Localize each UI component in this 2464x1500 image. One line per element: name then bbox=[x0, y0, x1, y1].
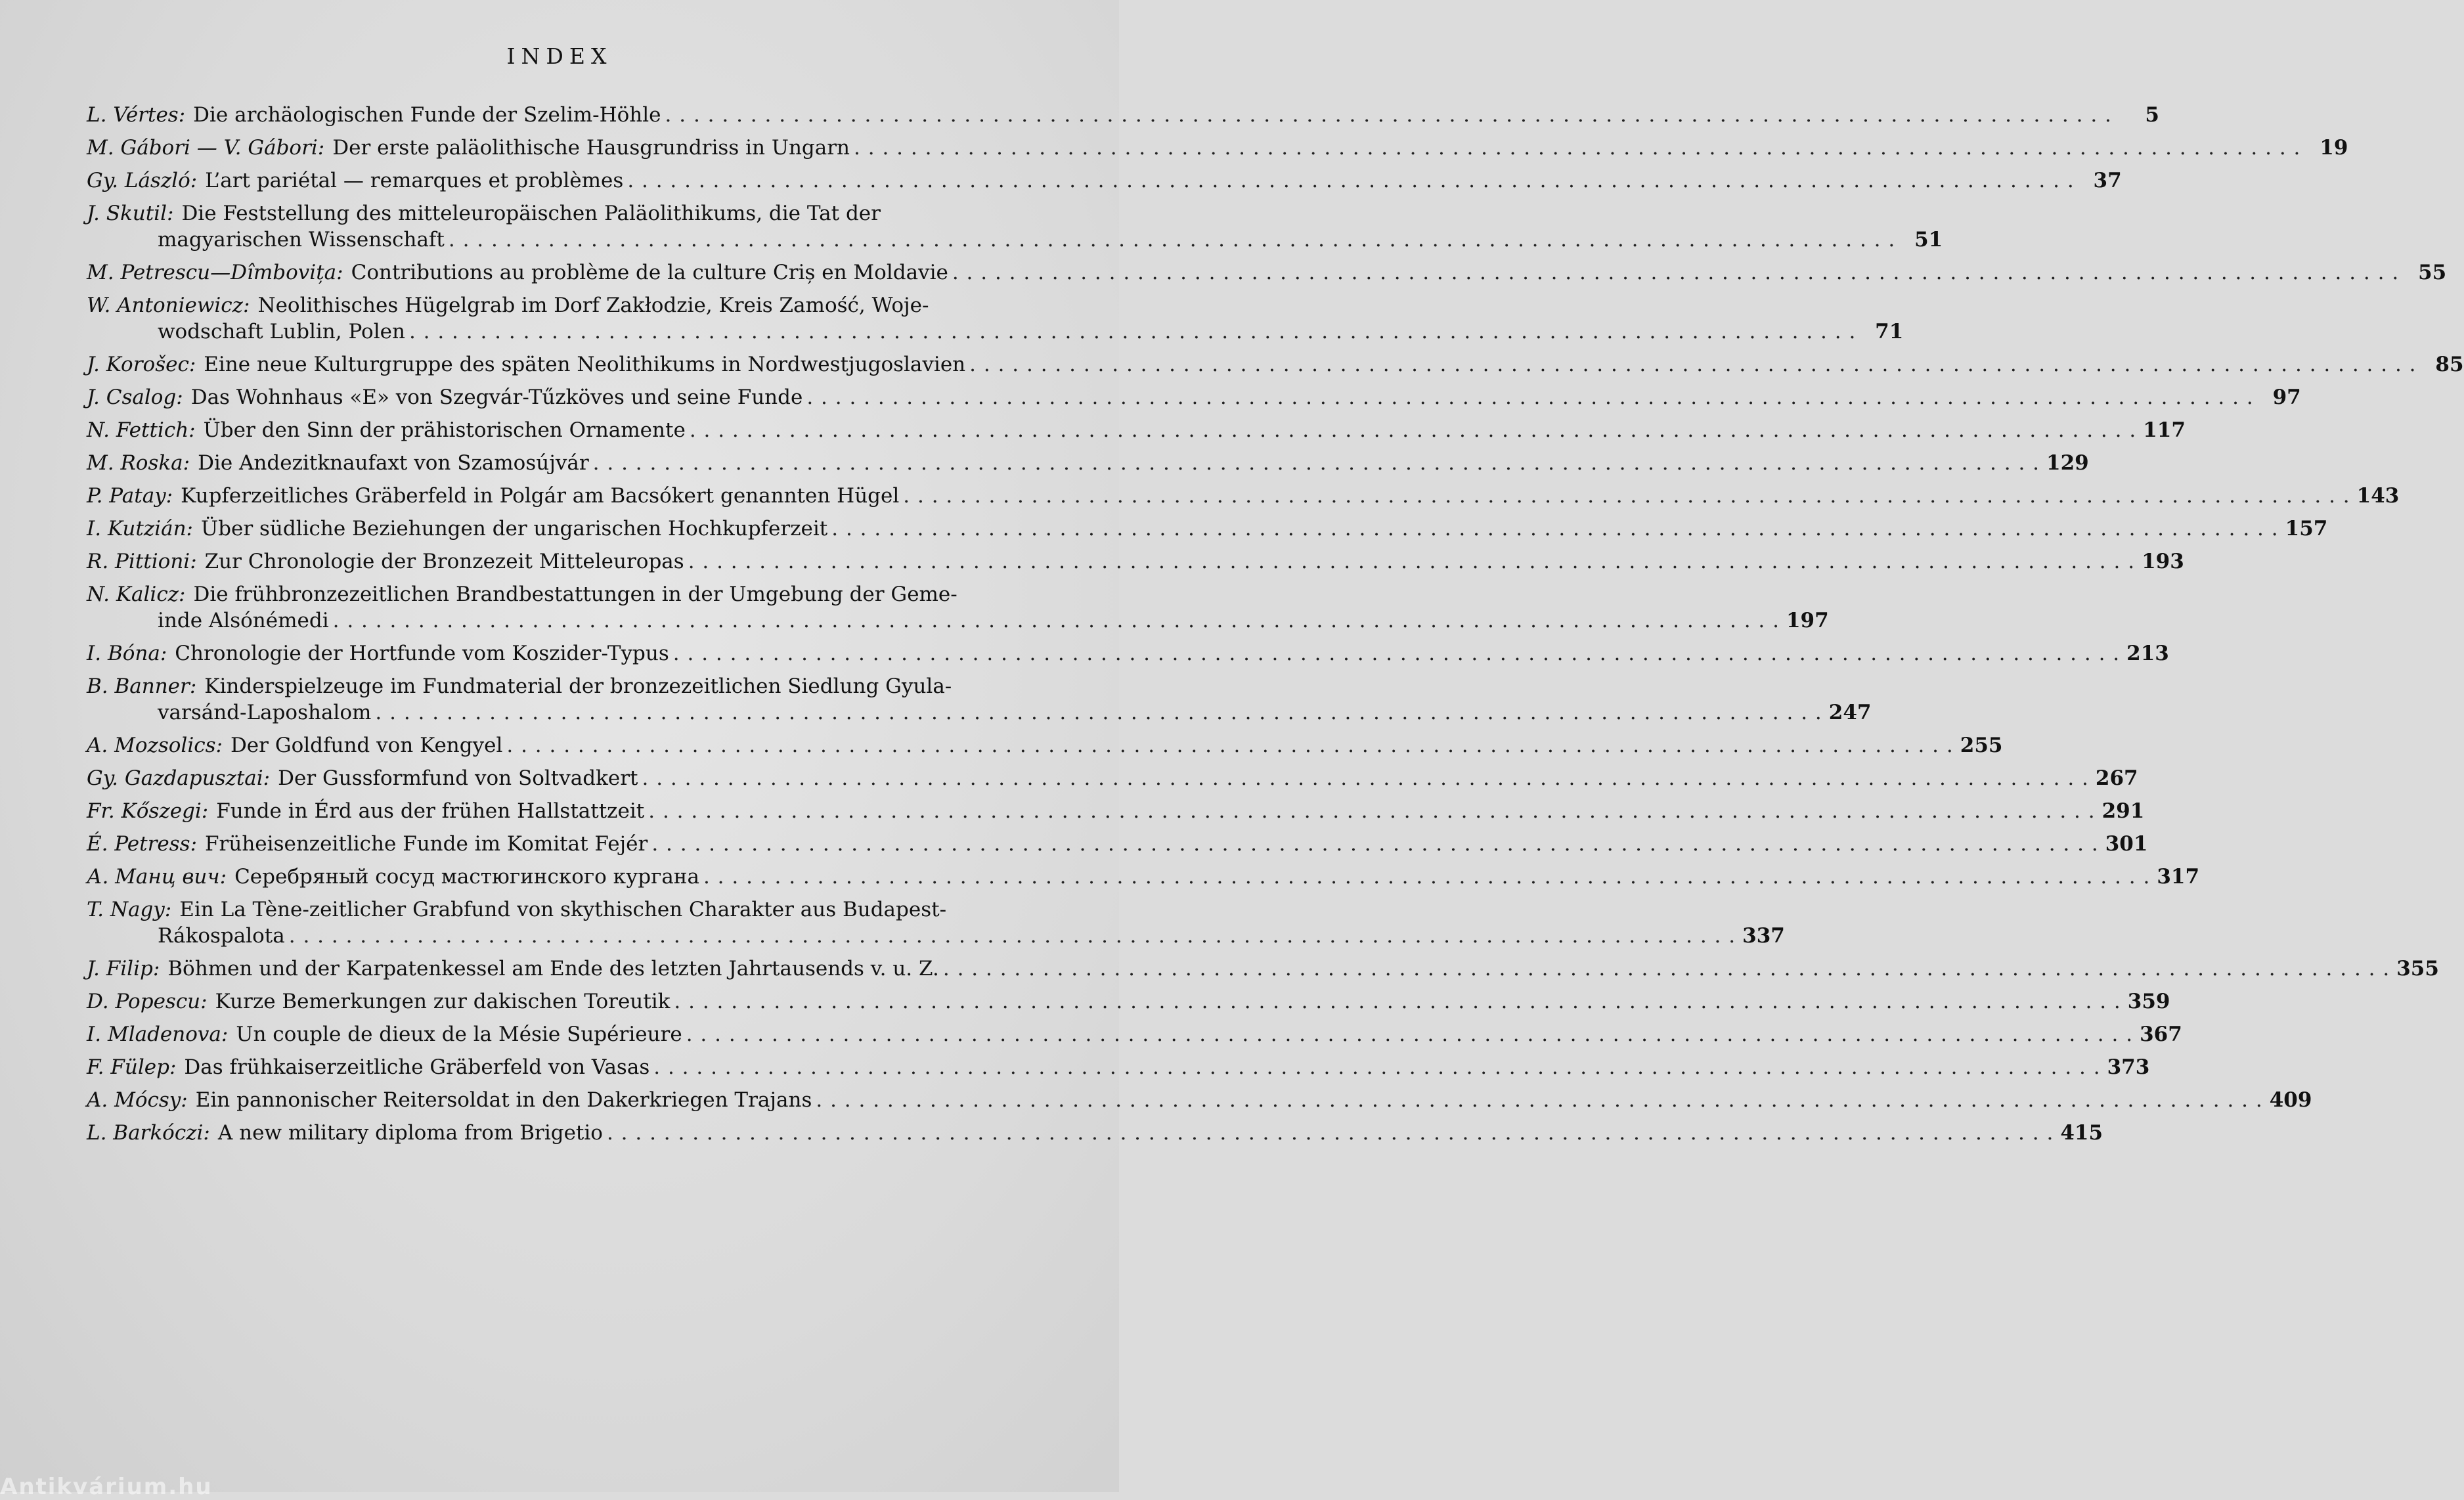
entry-page-number: 367 bbox=[2140, 1023, 2182, 1046]
entry-first-line bbox=[87, 798, 2145, 824]
entry-continuation-line bbox=[87, 227, 1943, 253]
entry-author: J. Korošec: bbox=[87, 353, 196, 376]
dot-leader bbox=[816, 1087, 2262, 1113]
dot-leader bbox=[806, 384, 2253, 410]
entry-page-number: 51 bbox=[1914, 228, 1943, 252]
index-list bbox=[87, 102, 2464, 1153]
entry-continuation-line bbox=[87, 923, 1785, 949]
entry-first-line bbox=[87, 956, 2439, 982]
dot-leader bbox=[686, 1021, 2133, 1048]
entry-page-number: 85 bbox=[2435, 353, 2464, 376]
index-entry bbox=[87, 1120, 2103, 1146]
entry-first-line bbox=[87, 1054, 2150, 1080]
entry-page-number: 213 bbox=[2126, 642, 2169, 665]
dot-leader bbox=[673, 640, 2120, 667]
entry-title: wodschaft Lublin, Polen bbox=[158, 320, 405, 343]
entry-title: Der Gussformfund von Soltvadkert bbox=[278, 766, 638, 790]
index-entry bbox=[87, 200, 1943, 253]
entry-title: Über den Sinn der prähistorischen Ornamente bbox=[203, 418, 686, 442]
index-entry bbox=[87, 988, 2170, 1015]
index-entry bbox=[87, 167, 2122, 194]
entry-page-number: 37 bbox=[2093, 169, 2122, 192]
entry-author: N. Kalicz: bbox=[87, 583, 186, 606]
dot-leader bbox=[952, 259, 2399, 286]
dot-leader bbox=[653, 1054, 2100, 1080]
entry-first-line bbox=[87, 548, 2184, 575]
dot-leader bbox=[593, 450, 2040, 476]
entry-author: M. Petrescu—Dîmbovița: bbox=[87, 261, 343, 284]
entry-first-line bbox=[87, 351, 2464, 378]
entry-author: L. Vértes: bbox=[87, 103, 186, 127]
index-entry bbox=[87, 896, 1785, 949]
entry-title: Ein pannonischer Reitersoldat in den Dakerkriegen Trajans bbox=[195, 1088, 812, 1112]
index-entry bbox=[87, 351, 2464, 378]
entry-title: Zur Chronologie der Bronzezeit Mitteleuropas bbox=[204, 550, 684, 573]
entry-author: R. Pittioni: bbox=[87, 550, 197, 573]
entry-title: Серебряный сосуд мастюгинского кургана bbox=[234, 865, 699, 889]
index-entry bbox=[87, 673, 1872, 726]
entry-title: Früheisenzeitliche Funde im Komitat Fejér bbox=[205, 832, 648, 856]
entry-title: Der Goldfund von Kengyel bbox=[230, 734, 503, 757]
dot-leader bbox=[449, 227, 1895, 253]
entry-author: I. Mladenova: bbox=[87, 1023, 229, 1046]
entry-continuation-line bbox=[87, 319, 1904, 345]
entry-title: L’art pariétal — remarques et problèmes bbox=[205, 169, 624, 192]
entry-author: É. Petress: bbox=[87, 832, 198, 856]
entry-page-number: 5 bbox=[2145, 103, 2159, 127]
entry-title: A new military diploma from Brigetio bbox=[217, 1121, 603, 1145]
entry-title: Die archäologischen Funde der Szelim-Höhle bbox=[193, 103, 661, 127]
entry-first-line bbox=[87, 732, 2003, 759]
entry-first-line bbox=[87, 135, 2348, 161]
entry-author: M. Gábori — V. Gábori: bbox=[87, 136, 325, 160]
entry-title: Über südliche Beziehungen der ungarischen Hochkupferzeit bbox=[201, 517, 828, 540]
dot-leader bbox=[665, 102, 2112, 128]
entry-first-line bbox=[87, 765, 2138, 791]
entry-page-number: 359 bbox=[2127, 990, 2170, 1013]
entry-title: inde Alsónémedi bbox=[158, 609, 329, 632]
entry-title: Un couple de dieux de la Mésie Supérieure bbox=[236, 1023, 682, 1046]
entry-page-number: 55 bbox=[2418, 261, 2447, 284]
entry-page-number: 415 bbox=[2060, 1121, 2103, 1145]
entry-author: J. Csalog: bbox=[87, 386, 183, 409]
entry-title: Die Feststellung des mitteleuropäischen Paläolithikums, die Tat der bbox=[181, 202, 881, 225]
index-entry bbox=[87, 581, 1829, 634]
entry-page-number: 373 bbox=[2107, 1055, 2150, 1079]
dot-leader bbox=[674, 988, 2121, 1015]
entry-first-line bbox=[87, 259, 2447, 286]
index-entry bbox=[87, 831, 2148, 857]
entry-author: L. Barkóczi: bbox=[87, 1121, 210, 1145]
entry-title: Funde in Érd aus der frühen Hallstattzeit bbox=[216, 799, 645, 823]
entry-title: Ein La Tène-zeitlicher Grabfund von skythischen Charakter aus Budapest- bbox=[179, 898, 947, 921]
dot-leader bbox=[333, 607, 1780, 634]
entry-page-number: 117 bbox=[2143, 418, 2186, 442]
entry-title: Die frühbronzezeitlichen Brandbestattungen in der Umgebung der Geme- bbox=[193, 583, 957, 606]
entry-page-number: 267 bbox=[2095, 766, 2138, 790]
entry-page-number: 129 bbox=[2046, 451, 2089, 475]
entry-title: Kurze Bemerkungen zur dakischen Toreutik bbox=[215, 990, 671, 1013]
index-entry bbox=[87, 640, 2169, 667]
index-entry bbox=[87, 548, 2184, 575]
entry-first-line bbox=[87, 864, 2200, 890]
entry-page-number: 255 bbox=[1960, 734, 2003, 757]
entry-page-number: 409 bbox=[2269, 1088, 2312, 1112]
page-title: INDEX bbox=[506, 43, 613, 69]
entry-author: D. Popescu: bbox=[87, 990, 208, 1013]
entry-first-line bbox=[87, 384, 2301, 410]
dot-leader bbox=[688, 548, 2135, 575]
entry-page-number: 291 bbox=[2101, 799, 2145, 823]
entry-first-line bbox=[87, 831, 2148, 857]
entry-title: Das Wohnhaus «E» von Szegvár-Tűzköves und seine Funde bbox=[190, 386, 803, 409]
index-entry bbox=[87, 732, 2003, 759]
dot-leader bbox=[375, 699, 1822, 726]
entry-continuation-line bbox=[87, 699, 1872, 726]
entry-first-line bbox=[87, 450, 2089, 476]
entry-page-number: 197 bbox=[1786, 609, 1829, 632]
entry-author: W. Antoniewicz: bbox=[87, 294, 250, 317]
entry-first-line bbox=[87, 640, 2169, 667]
entry-first-line bbox=[87, 581, 980, 607]
entry-author: J. Skutil: bbox=[87, 202, 174, 225]
entry-page-number: 301 bbox=[2105, 832, 2148, 856]
index-entry bbox=[87, 516, 2328, 542]
entry-page-number: 19 bbox=[2320, 136, 2348, 160]
dot-leader bbox=[831, 516, 2278, 542]
dot-leader bbox=[648, 798, 2095, 824]
dot-leader bbox=[642, 765, 2089, 791]
dot-leader bbox=[506, 732, 1953, 759]
entry-author: А. Манц вич: bbox=[87, 865, 227, 889]
index-entry bbox=[87, 1021, 2182, 1048]
entry-author: J. Filip: bbox=[87, 957, 160, 981]
index-entry bbox=[87, 1054, 2150, 1080]
entry-first-line bbox=[87, 516, 2328, 542]
entry-title: Neolithisches Hügelgrab im Dorf Zakłodzie, Kreis Zamość, Woje- bbox=[257, 294, 929, 317]
entry-first-line bbox=[87, 417, 2186, 443]
entry-first-line bbox=[87, 483, 2400, 509]
entry-first-line bbox=[87, 1021, 2182, 1048]
dot-leader bbox=[903, 483, 2350, 509]
entry-title: Kupferzeitliches Gräberfeld in Polgár am Bacsókert genannten Hügel bbox=[181, 484, 900, 508]
entry-title: Der erste paläolithische Hausgrundriss in Ungarn bbox=[332, 136, 850, 160]
entry-author: A. Mozsolics: bbox=[87, 734, 223, 757]
index-entry bbox=[87, 259, 2447, 286]
entry-page-number: 247 bbox=[1828, 701, 1872, 724]
index-entry bbox=[87, 765, 2138, 791]
dot-leader bbox=[289, 923, 1736, 949]
entry-continuation-line bbox=[87, 607, 1829, 634]
entry-first-line bbox=[87, 896, 980, 923]
entry-title: varsánd-Laposhalom bbox=[158, 701, 372, 724]
entry-page-number: 143 bbox=[2356, 484, 2400, 508]
entry-first-line bbox=[87, 1120, 2103, 1146]
entry-author: I. Bóna: bbox=[87, 642, 167, 665]
index-entry bbox=[87, 384, 2301, 410]
entry-author: M. Roska: bbox=[87, 451, 190, 475]
entry-author: N. Fettich: bbox=[87, 418, 196, 442]
entry-author: I. Kutzián: bbox=[87, 517, 193, 540]
index-entry bbox=[87, 102, 2159, 128]
entry-title: Böhmen und der Karpatenkessel am Ende des letzten Jahrtausends v. u. Z. bbox=[167, 957, 939, 981]
dot-leader bbox=[651, 831, 2098, 857]
dot-leader bbox=[969, 351, 2416, 378]
entry-first-line bbox=[87, 292, 980, 319]
entry-first-line bbox=[87, 673, 980, 699]
entry-author: B. Banner: bbox=[87, 674, 197, 698]
entry-author: P. Patay: bbox=[87, 484, 173, 508]
dot-leader bbox=[409, 319, 1856, 345]
entry-page-number: 337 bbox=[1742, 924, 1785, 948]
entry-first-line bbox=[87, 167, 2122, 194]
entry-title: Rákospalota bbox=[158, 924, 285, 948]
entry-title: Kinderspielzeuge im Fundmaterial der bronzezeitlichen Siedlung Gyula- bbox=[204, 674, 952, 698]
entry-title: Chronologie der Hortfunde vom Koszider-Typus bbox=[175, 642, 669, 665]
entry-title: Contributions au problème de la culture Criș en Moldavie bbox=[351, 261, 948, 284]
dot-leader bbox=[607, 1120, 2054, 1146]
entry-author: A. Mócsy: bbox=[87, 1088, 188, 1112]
index-entry bbox=[87, 292, 1904, 345]
entry-title: magyarischen Wissenschaft bbox=[158, 228, 445, 252]
entry-page-number: 317 bbox=[2157, 865, 2200, 889]
dot-leader bbox=[943, 956, 2390, 982]
entry-page-number: 71 bbox=[1875, 320, 1904, 343]
dot-leader bbox=[854, 135, 2300, 161]
index-entry bbox=[87, 798, 2145, 824]
index-entry bbox=[87, 1087, 2312, 1113]
entry-first-line bbox=[87, 988, 2170, 1015]
entry-author: F. Fülep: bbox=[87, 1055, 177, 1079]
entry-first-line bbox=[87, 1087, 2312, 1113]
entry-title: Das frühkaiserzeitliche Gräberfeld von Vasas bbox=[184, 1055, 650, 1079]
index-entry bbox=[87, 956, 2439, 982]
entry-first-line bbox=[87, 200, 980, 227]
entry-page-number: 355 bbox=[2396, 957, 2439, 981]
entry-page-number: 157 bbox=[2285, 517, 2328, 540]
entry-first-line bbox=[87, 102, 2159, 128]
watermark-text: Antikvárium.hu bbox=[0, 1474, 213, 1500]
entry-page-number: 193 bbox=[2142, 550, 2184, 573]
dot-leader bbox=[703, 864, 2150, 890]
entry-author: Gy. Gazdapusztai: bbox=[87, 766, 271, 790]
entry-page-number: 97 bbox=[2272, 386, 2301, 409]
index-entry bbox=[87, 417, 2186, 443]
entry-author: Gy. László: bbox=[87, 169, 198, 192]
entry-author: T. Nagy: bbox=[87, 898, 172, 921]
dot-leader bbox=[627, 167, 2074, 194]
index-entry bbox=[87, 450, 2089, 476]
dot-leader bbox=[690, 417, 2136, 443]
entry-title: Eine neue Kulturgruppe des späten Neolithikums in Nordwestjugoslavien bbox=[204, 353, 966, 376]
index-entry bbox=[87, 135, 2348, 161]
index-entry bbox=[87, 864, 2200, 890]
entry-author: Fr. Kőszegi: bbox=[87, 799, 209, 823]
index-entry bbox=[87, 483, 2400, 509]
entry-title: Die Andezitknaufaxt von Szamosújvár bbox=[198, 451, 589, 475]
